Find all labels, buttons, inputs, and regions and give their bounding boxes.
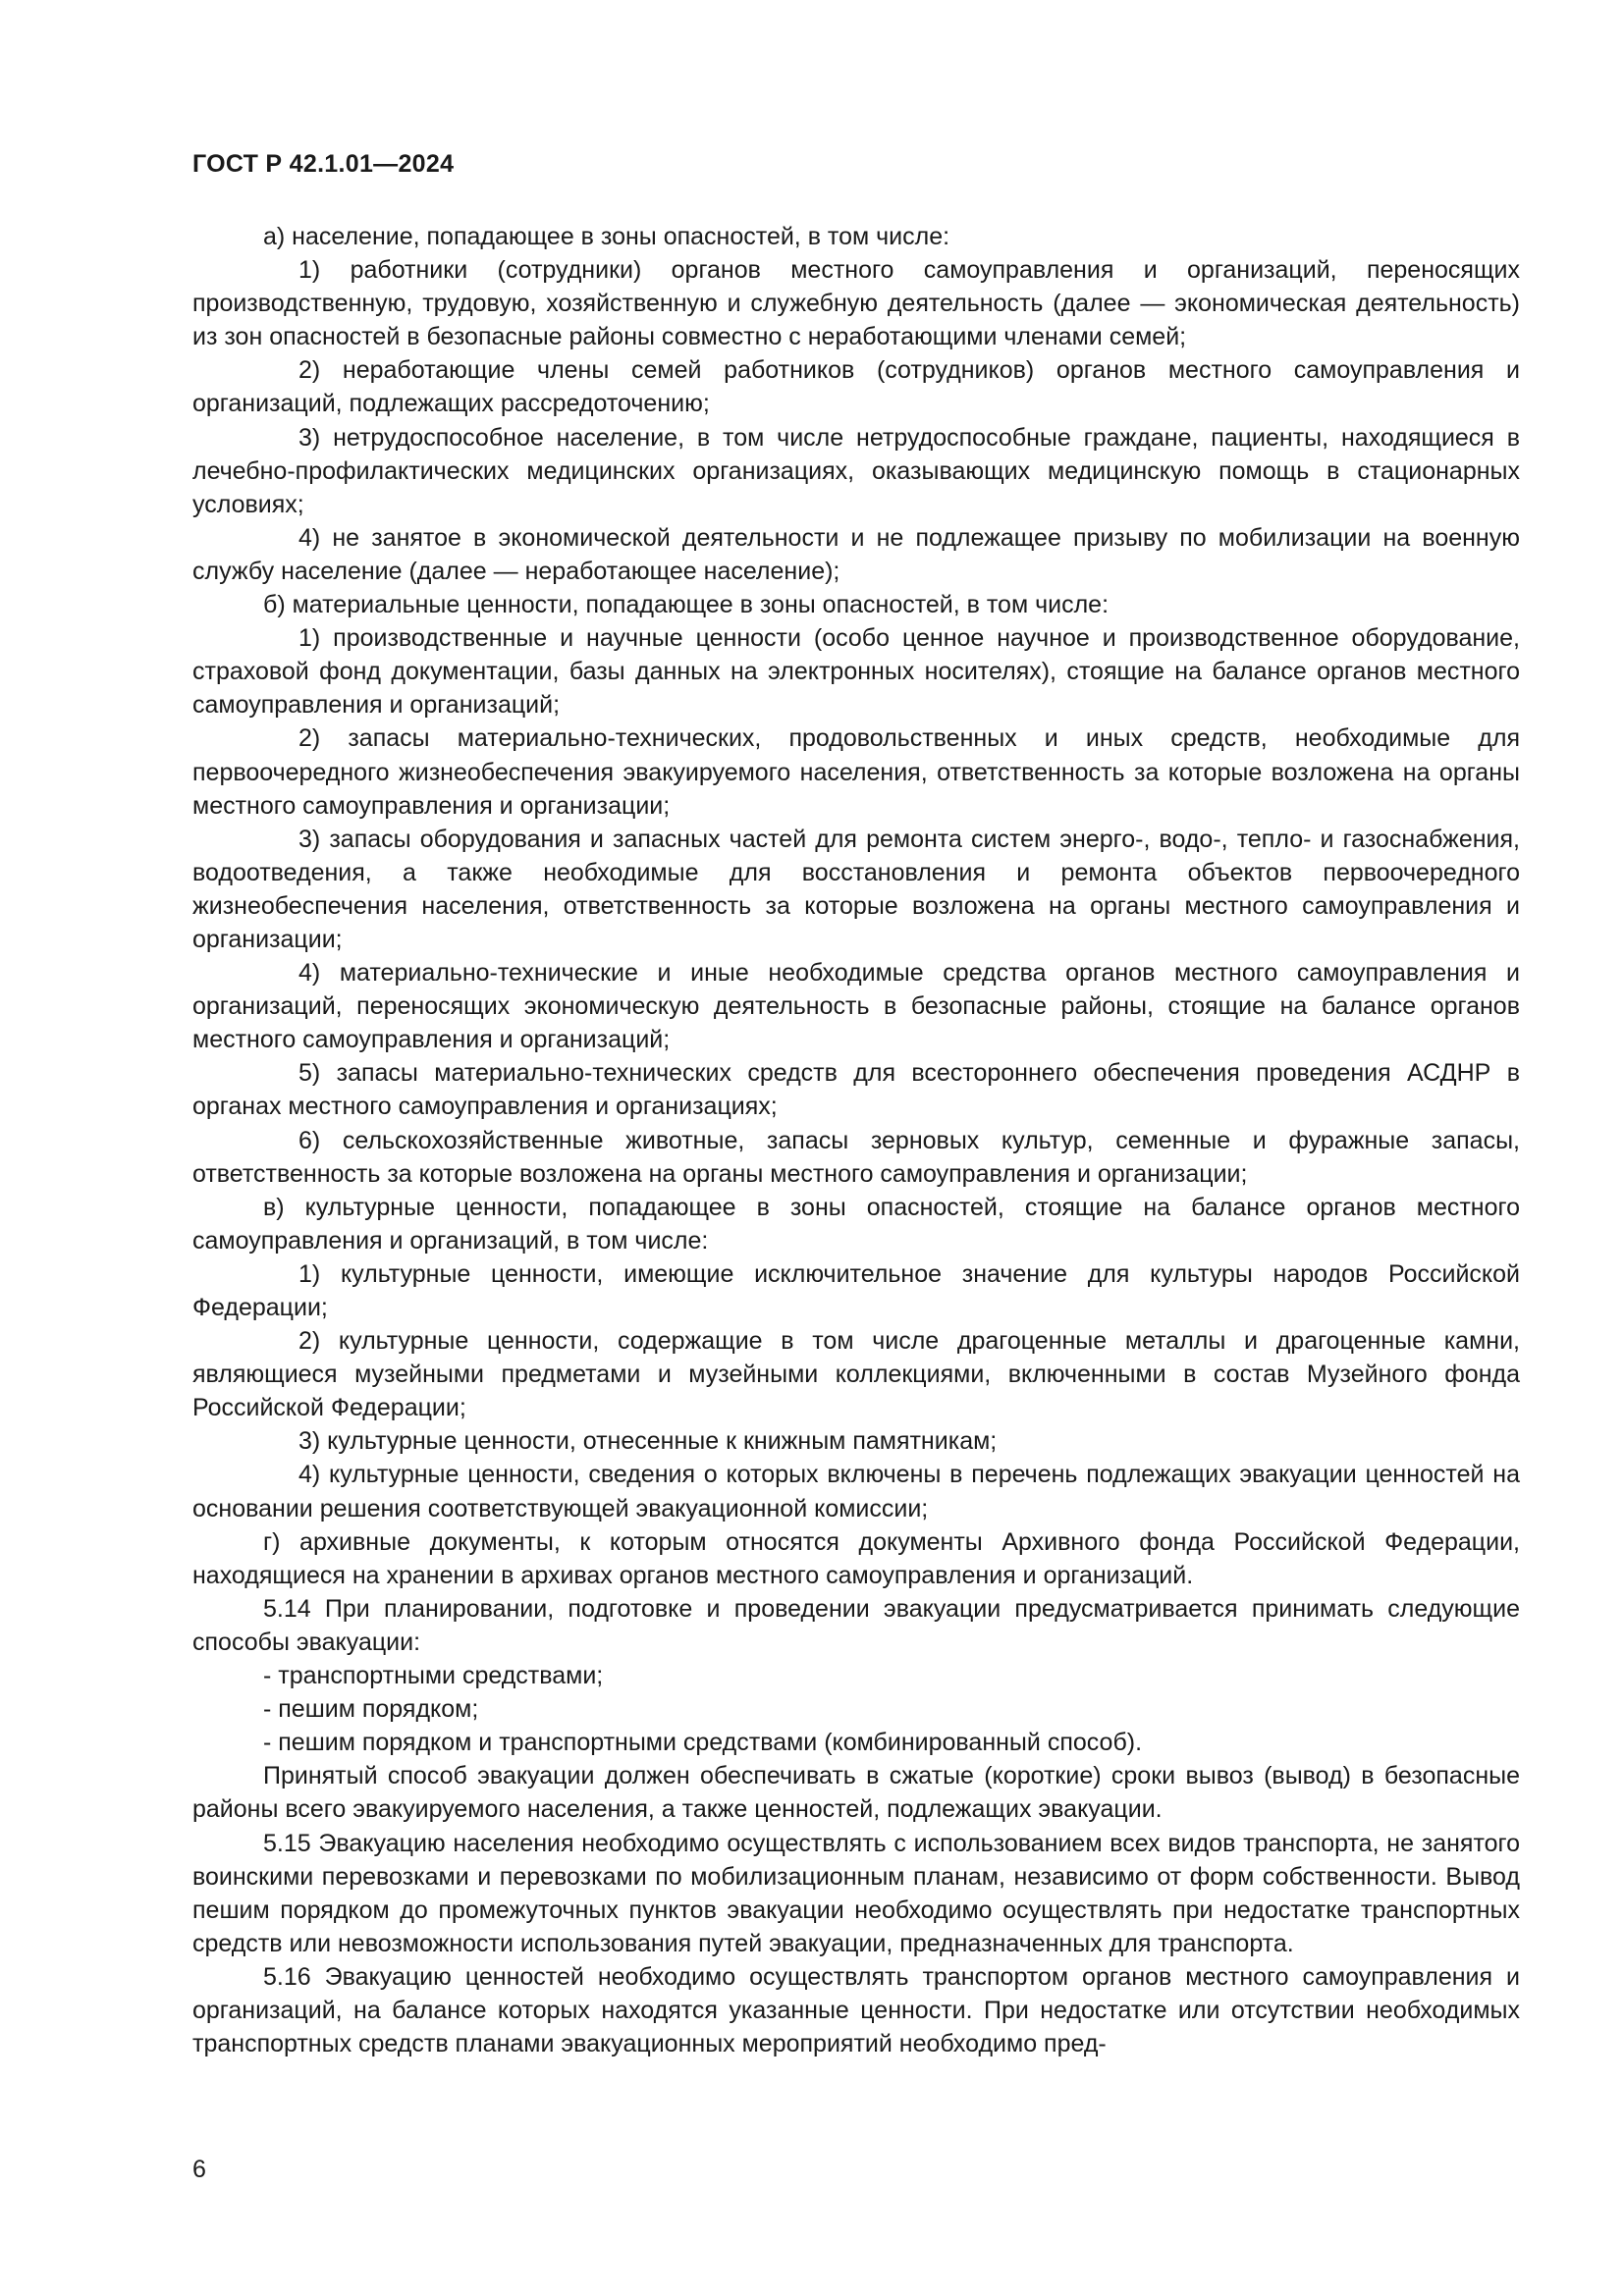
item-a-1: 1) работники (сотрудники) органов местного самоуправления и организаций, переносящих производственную, трудовую, хозяйственную и служебную деятельность (далее — экономическая деятельность) из зон опасностей в безопасные районы совместно с неработающими членами семей; [192,256,1520,351]
item-b: б) материальные ценности, попадающее в зоны опасностей, в том числе: [263,591,1110,619]
method-on-foot: - пешим порядком; [263,1695,479,1724]
document-body [192,220,1520,2060]
item-b-5: 5) запасы материально-технических средств для всестороннего обеспечения проведения АСДНР в органах местного самоуправления и организациях; [192,1059,1520,1121]
item-b-3: 3) запасы оборудования и запасных частей для ремонта систем энерго-, водо-, тепло- и газоснабжения, водоотведения, а также необходимые для восстановления и ремонта объектов первоочередного жизнеобеспечения населения, ответственность за которые возложена на органы местного самоуправления и организации; [192,825,1520,953]
item-v-4: 4) культурные ценности, сведения о которых включены в перечень подлежащих эвакуации ценностей на основании решения соответствующей эвакуационной комиссии; [192,1461,1520,1522]
item-b-6: 6) сельскохозяйственные животные, запасы зерновых культур, семенные и фуражные запасы, ответственность за которые возложена на органы местного самоуправления и организации; [192,1126,1520,1188]
item-b-2: 2) запасы материально-технических, продовольственных и иных средств, необходимые для первоочередного жизнеобеспечения эвакуируемого населения, ответственность за которые возложена на органы местного самоуправления и организации; [192,724,1520,820]
item-g: г) архивные документы, к которым относятся документы Архивного фонда Российской Федерации, находящиеся на хранении в архивах органов местного самоуправления и организаций. [192,1527,1520,1589]
clause-5-14: 5.14 При планировании, подготовке и проведении эвакуации предусматривается принимать следующие способы эвакуации: [192,1594,1520,1656]
page-number: 6 [192,2156,206,2183]
item-v-2: 2) культурные ценности, содержащие в том числе драгоценные металлы и драгоценные камни, являющиеся музейными предметами и музейными коллекциями, включенными в состав Музейного фонда Российской Федерации; [192,1327,1520,1422]
item-a-3: 3) нетрудоспособное население, в том числе нетрудоспособные граждане, пациенты, находящиеся в лечебно-профилактических медицинских организациях, оказывающих медицинскую помощь в стационарных условиях; [192,423,1520,518]
accepted-method-paragraph: Принятый способ эвакуации должен обеспечивать в сжатые (короткие) сроки вывоз (вывод) в безопасные районы всего эвакуируемого населения, а также ценностей, подлежащих эвакуации. [192,1762,1520,1824]
document-header-code: ГОСТ Р 42.1.01—2024 [192,150,455,178]
item-v-1: 1) культурные ценности, имеющие исключительное значение для культуры народов Российской Федерации; [192,1259,1520,1321]
item-a-4: 4) не занятое в экономической деятельности и не подлежащее призыву по мобилизации на военную службу население (далее — неработающее население); [192,523,1520,585]
item-b-4: 4) материально-технические и иные необходимые средства органов местного самоуправления и организаций, переносящих экономическую деятельность в безопасные районы, стоящие на балансе органов местного самоуправления и организаций; [192,959,1520,1054]
item-a: а) население, попадающее в зоны опасностей, в том числе: [263,223,950,250]
item-a-2: 2) неработающие члены семей работников (сотрудников) органов местного самоуправления и организаций, подлежащих рассредоточению; [192,356,1520,418]
method-combined: - пешим порядком и транспортными средствами (комбинированный способ). [263,1729,1143,1757]
item-b-1: 1) производственные и научные ценности (особо ценное научное и производственное оборудование, страховой фонд документации, базы данных на электронных носителях), стоящие на балансе органов местного самоуправления и организаций; [192,624,1520,720]
method-transport: - транспортными средствами; [263,1662,604,1690]
clause-5-15: 5.15 Эвакуацию населения необходимо осуществлять с использованием всех видов транспорта, не занятого воинскими перевозками и перевозками по мобилизационным планам, независимо от форм собственности. Вывод пешим порядком до промежуточных пунктов эвакуации необходимо осуществлять при недостатке транспортных средств или невозможности использования путей эвакуации, предназначенных для транспорта. [192,1829,1520,1957]
item-v: в) культурные ценности, попадающее в зоны опасностей, стоящие на балансе органов местного самоуправления и организаций, в том числе: [192,1193,1520,1255]
item-v-3: 3) культурные ценности, отнесенные к книжным памятникам; [298,1427,998,1456]
clause-5-16: 5.16 Эвакуацию ценностей необходимо осуществлять транспортом органов местного самоуправления и организаций, на балансе которых находятся указанные ценности. При недостатке или отсутствии необходимых транспортных средств планами эвакуационных мероприятий необходимо пред- [192,1962,1520,2058]
